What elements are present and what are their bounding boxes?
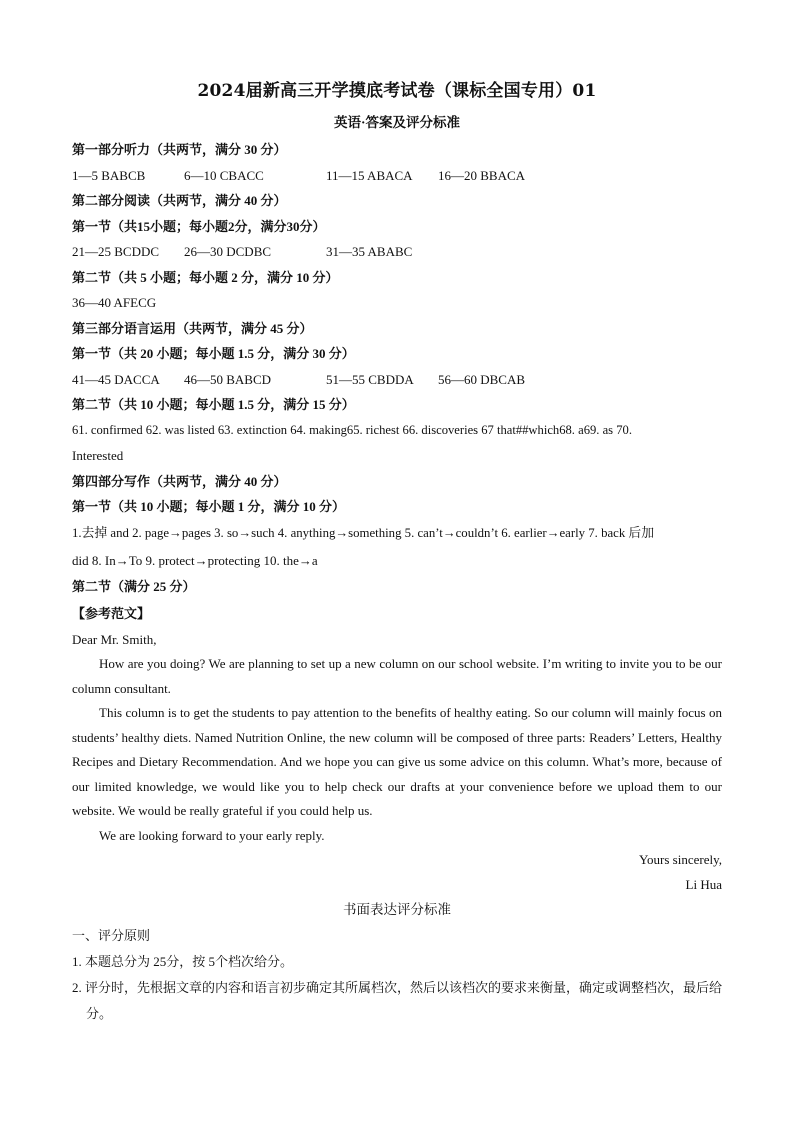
part4-sec1-heading: 第一节（共 10 小题；每小题 1 分，满分 10 分） bbox=[72, 499, 346, 514]
essay-paragraph-3: We are looking forward to your early reply. bbox=[99, 827, 325, 843]
essay-label: 【参考范文】 bbox=[72, 606, 151, 621]
answer-group: 41—45 DACCA bbox=[72, 371, 160, 387]
part4-sec1-line2: did 8. In→To 9. protect→protecting 10. the→a bbox=[72, 552, 318, 568]
essay-paragraph-2: This column is to get the students to pay attention to the benefits of healthy eating. So our column will mainly focus on students’ healthy diets. Named Nutrition Online, the new column will be composed of three parts: Readers’ Letters, Healthy Recipes and Dietary Recommendation. And we hope you can give us some advice on this column. What’s more, because of our limited knowledge, we would like you to help check our drafts at your convenience before we upload them to our website. We would be really grateful if you could help us. bbox=[72, 705, 722, 818]
answer-group: 46—50 BABCD bbox=[184, 371, 272, 387]
part3-sec2-line2: Interested bbox=[72, 448, 124, 463]
criteria-title: 书面表达评分标准 bbox=[343, 902, 451, 917]
answer-group: 31—35 ABABC bbox=[326, 244, 413, 259]
answer-group: 16—20 BBACA bbox=[438, 167, 526, 183]
criteria-item-1: 1. 本题总分为 25分，按 5个档次给分。 bbox=[72, 953, 294, 969]
essay-greeting: Dear Mr. Smith, bbox=[72, 631, 157, 647]
part2-sec2-heading: 第二节（共 5 小题；每小题 2 分，满分 10 分） bbox=[72, 269, 339, 285]
part2-sec1-heading: 第一节（共15小题；每小题2分，满分30分） bbox=[72, 218, 326, 234]
answer-sheet bbox=[72, 76, 722, 1027]
part3-sec1-heading: 第一节（共 20 小题；每小题 1.5 分，满分 30 分） bbox=[72, 346, 355, 361]
part3-sec1-answers bbox=[72, 367, 722, 393]
part1-answers bbox=[72, 163, 722, 189]
criteria-principle-heading: 一、评分原则 bbox=[72, 928, 151, 943]
answer-group: 1—5 BABCB bbox=[72, 167, 146, 183]
answer-group: 56—60 DBCAB bbox=[438, 371, 526, 387]
criteria-item-2: 2. 评分时，先根据文章的内容和语言初步确定其所属档次，然后以该档次的要求来衡量，确定或调整档次，最后给分。 bbox=[72, 979, 723, 1021]
answer-group: 26—30 DCDBC bbox=[184, 244, 272, 259]
part4-heading: 第四部分写作（共两节，满分 40 分） bbox=[72, 473, 287, 489]
part3-sec2-heading: 第二节（共 10 小题；每小题 1.5 分，满分 15 分） bbox=[72, 397, 355, 412]
part2-sec2-answers: 36—40 AFECG bbox=[72, 295, 157, 310]
essay-signature: Li Hua bbox=[685, 876, 722, 892]
essay-paragraph-1: How are you doing? We are planning to set up a new column on our school website. I’m writing to invite you to be our column consultant. bbox=[72, 656, 722, 696]
essay-closing: Yours sincerely, bbox=[638, 852, 722, 867]
answer-group: 6—10 CBACC bbox=[184, 167, 264, 183]
part3-sec2-line1: 61. confirmed 62. was listed 63. extinction 64. making65. richest 66. discoveries 67 that##which68. a69. as 70. bbox=[72, 422, 632, 437]
answer-group: 21—25 BCDDC bbox=[72, 244, 160, 259]
answer-group: 51—55 CBDDA bbox=[326, 371, 414, 387]
part4-sec1-line1: 1.去掉 and 2. page→pages 3. so→such 4. anything→something 5. can’t→couldn’t 6. earlier→early 7. back 后加 bbox=[72, 525, 655, 540]
page-subtitle: 英语·答案及评分标准 bbox=[333, 115, 460, 130]
part4-sec2-heading: 第二节（满分 25 分） bbox=[72, 578, 196, 594]
part2-heading: 第二部分阅读（共两节，满分 40 分） bbox=[72, 193, 287, 208]
part3-heading: 第三部分语言运用（共两节，满分 45 分） bbox=[72, 320, 313, 336]
part2-sec1-answers bbox=[72, 239, 722, 265]
page-title: 2024届新高三开学摸底考试卷（课标全国专用）01 bbox=[197, 81, 597, 101]
part1-heading: 第一部分听力（共两节，满分 30 分） bbox=[72, 142, 287, 157]
answer-group: 11—15 ABACA bbox=[326, 167, 413, 183]
